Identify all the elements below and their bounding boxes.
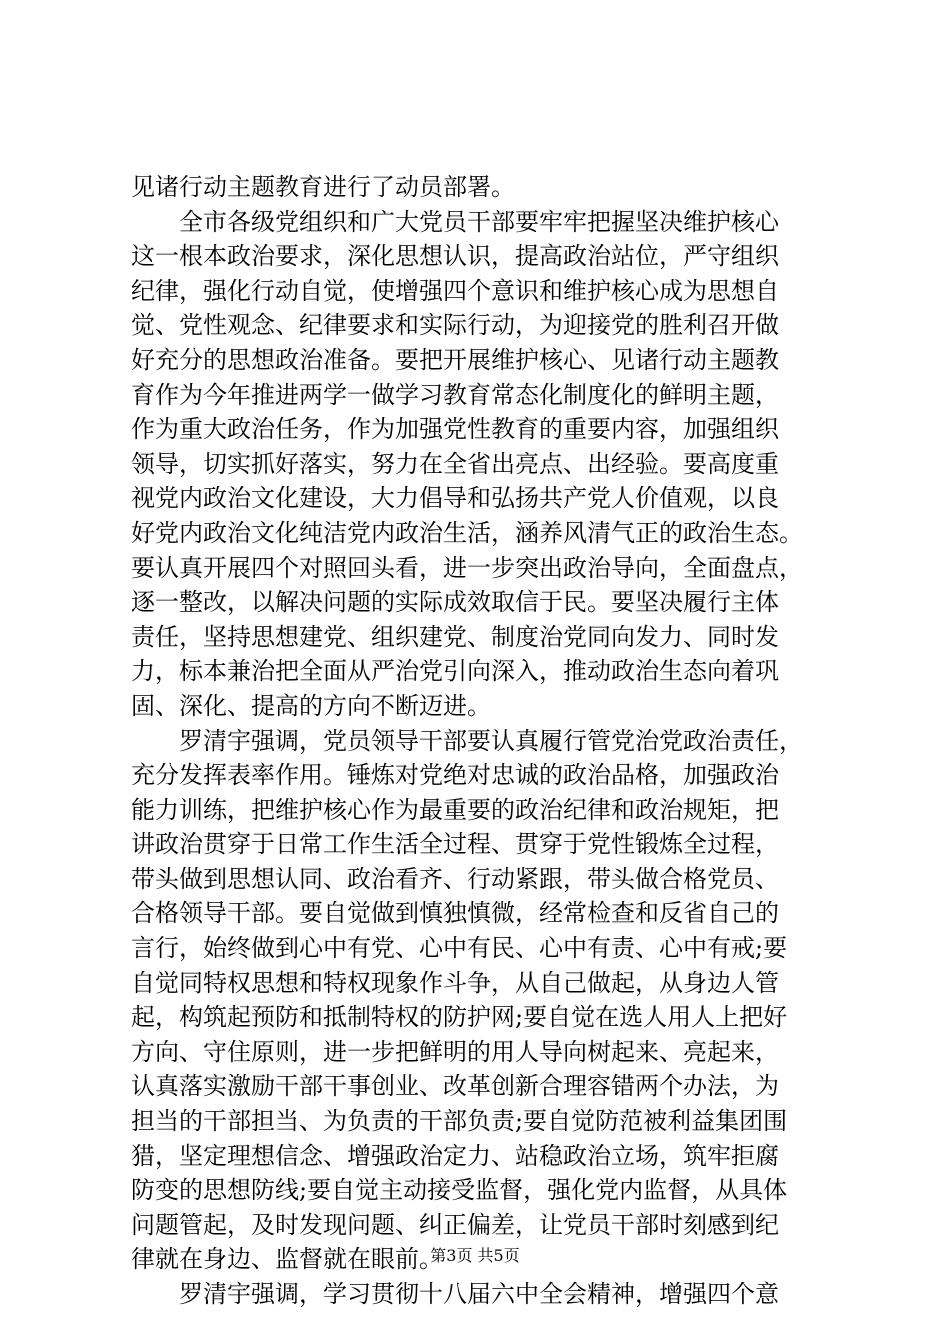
text-line: 猎，坚定理想信念、增强政治定力、站稳政治立场，筑牢拒腐 xyxy=(131,1141,779,1170)
text-line: 力，标本兼治把全面从严治党引向深入，推动政治生态向着巩 xyxy=(131,657,779,686)
text-line: 担当的干部担当、为负责的干部负责;要自觉防范被利益集团围 xyxy=(131,1107,788,1136)
text-line: 觉、党性观念、纪律要求和实际行动，为迎接党的胜利召开做 xyxy=(131,311,779,340)
text-line: 纪律，强化行动自觉，使增强四个意识和维护核心成为思想自 xyxy=(131,276,779,305)
text-line: 方向、守住原则，进一步把鲜明的用人导向树起来、亮起来， xyxy=(131,1037,779,1066)
page-number-footer: 第3页 共5页 xyxy=(430,1246,520,1265)
text-line: 言行，始终做到心中有党、心中有民、心中有责、心中有戒;要 xyxy=(131,934,788,963)
body-text xyxy=(131,170,831,1312)
text-line: 罗清宇强调，学习贯彻十八届六中全会精神，增强四个意 xyxy=(131,1280,779,1308)
text-line: 要认真开展四个对照回头看，进一步突出政治导向，全面盘点， xyxy=(131,553,803,582)
text-line: 领导，切实抓好落实，努力在全省出亮点、出经验。要高度重 xyxy=(131,449,779,478)
text-line: 固、深化、提高的方向不断迈进。 xyxy=(131,691,491,720)
text-line: 作为重大政治任务，作为加强党性教育的重要内容，加强组织 xyxy=(131,415,779,444)
text-line: 问题管起，及时发现问题、纠正偏差，让党员干部时刻感到纪 xyxy=(131,1210,779,1239)
text-line: 逐一整改，以解决问题的实际成效取信于民。要坚决履行主体 xyxy=(131,588,779,617)
text-line: 责任，坚持思想建党、组织建党、制度治党同向发力、同时发 xyxy=(131,622,779,651)
text-line: 充分发挥表率作用。锤炼对党绝对忠诚的政治品格，加强政治 xyxy=(131,761,779,790)
text-line: 见诸行动主题教育进行了动员部署。 xyxy=(131,173,515,201)
text-line: 能力训练，把维护核心作为最重要的政治纪律和政治规矩，把 xyxy=(131,795,779,824)
text-line: 这一根本政治要求，深化思想认识，提高政治站位，严守组织 xyxy=(131,242,779,271)
text-line: 起，构筑起预防和抵制特权的防护网;要自觉在选人用人上把好 xyxy=(131,1003,788,1032)
text-line: 带头做到思想认同、政治看齐、行动紧跟，带头做合格党员、 xyxy=(131,864,779,893)
text-line: 讲政治贯穿于日常工作生活全过程、贯穿于党性锻炼全过程， xyxy=(131,830,779,859)
text-line: 视党内政治文化建设，大力倡导和弘扬共产党人价值观，以良 xyxy=(131,484,779,513)
text-line: 认真落实激励干部干事创业、改革创新合理容错两个办法，为 xyxy=(131,1072,779,1101)
text-line: 自觉同特权思想和特权现象作斗争，从自己做起，从身边人管 xyxy=(131,968,779,997)
text-line: 好党内政治文化纯洁党内政治生活，涵养风清气正的政治生态。 xyxy=(131,518,803,547)
text-line: 全市各级党组织和广大党员干部要牢牢把握坚决维护核心 xyxy=(131,207,779,236)
text-line: 罗清宇强调，党员领导干部要认真履行管党治党政治责任， xyxy=(131,726,803,755)
text-line: 好充分的思想政治准备。要把开展维护核心、见诸行动主题教 xyxy=(131,345,779,374)
text-line: 律就在身边、监督就在眼前。 xyxy=(131,1245,443,1274)
text-line: 育作为今年推进两学一做学习教育常态化制度化的鲜明主题， xyxy=(131,380,779,409)
text-line: 防变的思想防线;要自觉主动接受监督，强化党内监督，从具体 xyxy=(131,1176,788,1205)
text-line: 合格领导干部。要自觉做到慎独慎微，经常检查和反省自己的 xyxy=(131,899,779,928)
